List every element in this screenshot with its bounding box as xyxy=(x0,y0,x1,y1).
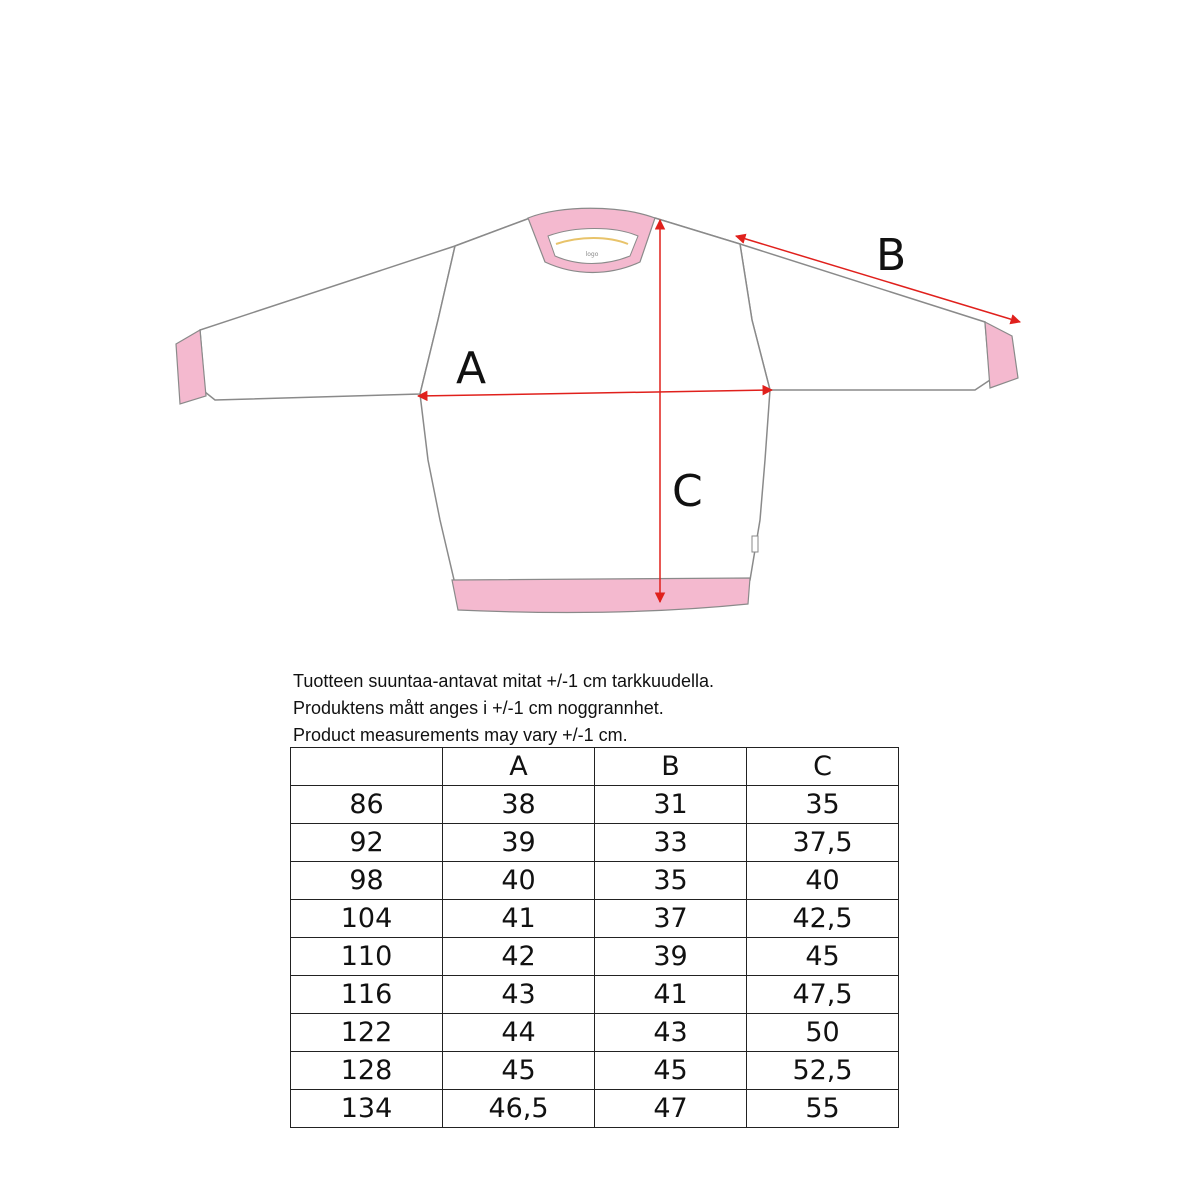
cell-b: 35 xyxy=(595,862,747,900)
cell-size: 134 xyxy=(291,1090,443,1128)
svg-text:logo: logo xyxy=(585,251,599,258)
cell-size: 86 xyxy=(291,786,443,824)
table-row xyxy=(291,824,899,862)
header-a: A xyxy=(443,748,595,786)
right-cuff xyxy=(985,322,1018,388)
cell-c: 37,5 xyxy=(747,824,899,862)
hem-rib xyxy=(452,578,750,612)
header-size xyxy=(291,748,443,786)
cell-c: 35 xyxy=(747,786,899,824)
cell-b: 47 xyxy=(595,1090,747,1128)
table-row xyxy=(291,862,899,900)
note-english: Product measurements may vary +/-1 cm. xyxy=(293,725,628,745)
cell-a: 45 xyxy=(443,1052,595,1090)
label-b: B xyxy=(876,230,907,281)
cell-a: 38 xyxy=(443,786,595,824)
cell-a: 46,5 xyxy=(443,1090,595,1128)
cell-b: 45 xyxy=(595,1052,747,1090)
cell-b: 33 xyxy=(595,824,747,862)
cell-c: 42,5 xyxy=(747,900,899,938)
cell-size: 104 xyxy=(291,900,443,938)
table-row xyxy=(291,900,899,938)
cell-a: 44 xyxy=(443,1014,595,1052)
cell-size: 122 xyxy=(291,1014,443,1052)
left-cuff xyxy=(176,330,206,404)
cell-size: 128 xyxy=(291,1052,443,1090)
cell-size: 92 xyxy=(291,824,443,862)
table-row xyxy=(291,938,899,976)
header-b: B xyxy=(595,748,747,786)
cell-b: 39 xyxy=(595,938,747,976)
cell-a: 39 xyxy=(443,824,595,862)
note-finnish: Tuotteen suuntaa-antavat mitat +/-1 cm tarkkuudella. xyxy=(293,671,715,691)
header-c: C xyxy=(747,748,899,786)
label-c: C xyxy=(672,466,703,517)
cell-a: 40 xyxy=(443,862,595,900)
table-header-row xyxy=(291,748,899,786)
table-row xyxy=(291,1052,899,1090)
cell-a: 41 xyxy=(443,900,595,938)
collar-inner xyxy=(548,229,638,264)
table-row xyxy=(291,1090,899,1128)
label-a: A xyxy=(456,343,487,394)
table-row xyxy=(291,976,899,1014)
cell-size: 110 xyxy=(291,938,443,976)
cell-c: 50 xyxy=(747,1014,899,1052)
cell-c: 47,5 xyxy=(747,976,899,1014)
cell-c: 55 xyxy=(747,1090,899,1128)
cell-c: 52,5 xyxy=(747,1052,899,1090)
size-chart-table xyxy=(290,747,899,1128)
cell-b: 31 xyxy=(595,786,747,824)
cell-size: 98 xyxy=(291,862,443,900)
cell-size: 116 xyxy=(291,976,443,1014)
measurement-notes xyxy=(293,668,913,749)
cell-a: 42 xyxy=(443,938,595,976)
table-row xyxy=(291,786,899,824)
cell-b: 37 xyxy=(595,900,747,938)
cell-b: 41 xyxy=(595,976,747,1014)
cell-c: 45 xyxy=(747,938,899,976)
cell-b: 43 xyxy=(595,1014,747,1052)
cell-c: 40 xyxy=(747,862,899,900)
cell-a: 43 xyxy=(443,976,595,1014)
note-swedish: Produktens mått anges i +/-1 cm noggrannhet. xyxy=(293,698,664,718)
table-row xyxy=(291,1014,899,1052)
